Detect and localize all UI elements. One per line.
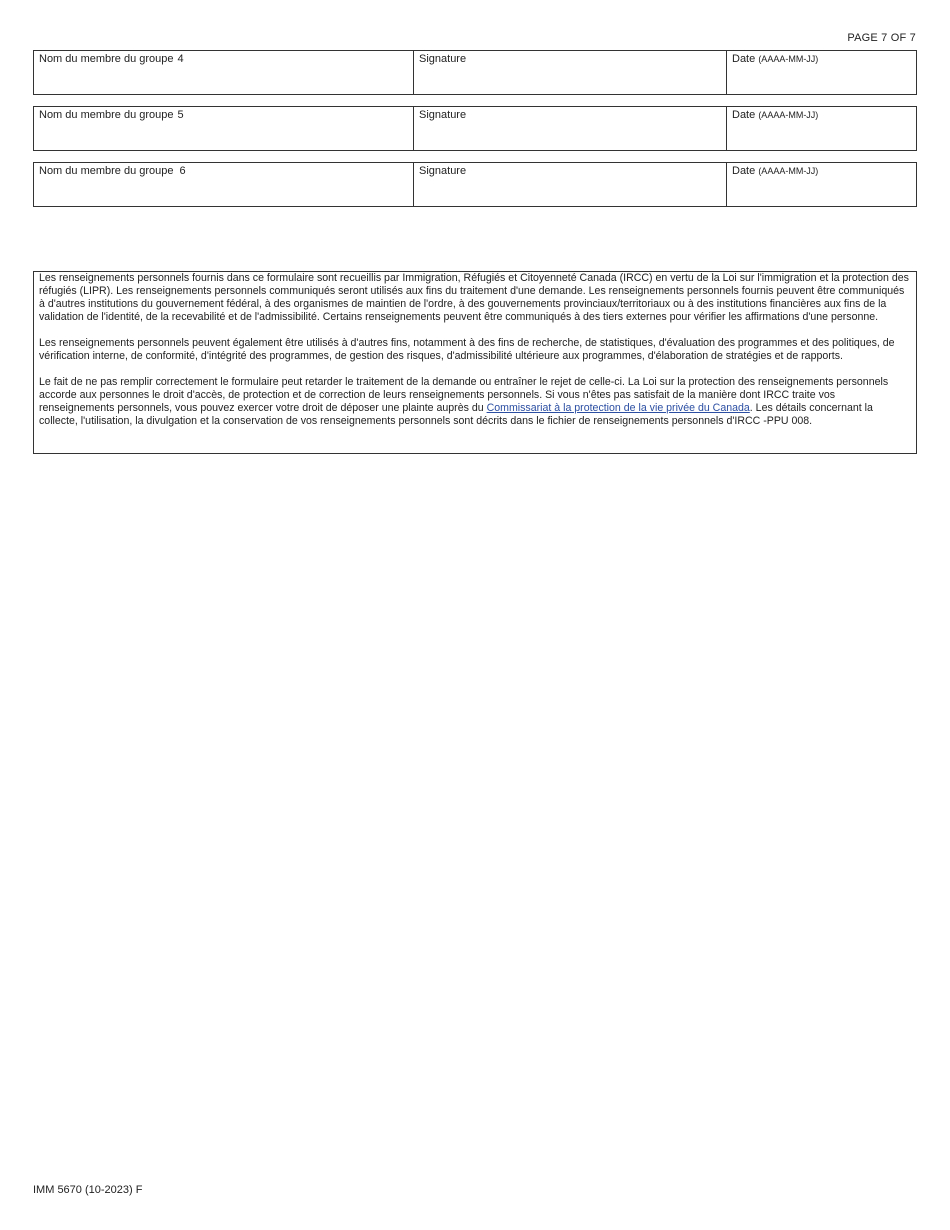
- member-number: 4: [177, 53, 184, 65]
- page-number: PAGE 7 OF 7: [847, 32, 916, 44]
- date-label: Date: [732, 109, 756, 121]
- member-name-field-5[interactable]: [34, 107, 414, 150]
- date-label: Date: [732, 165, 756, 177]
- group-member-row-6: [33, 162, 917, 207]
- privacy-notice: [33, 271, 917, 454]
- signature-field-6[interactable]: [414, 163, 727, 206]
- signature-label: Signature: [419, 53, 467, 65]
- date-field-5[interactable]: [727, 107, 916, 150]
- date-field-4[interactable]: [727, 51, 916, 94]
- date-format: (AAAA-MM-JJ): [758, 110, 819, 120]
- member-number: 6: [179, 165, 186, 177]
- member-name-label: Nom du membre du groupe: [39, 53, 174, 65]
- privacy-commissioner-link[interactable]: Commissariat à la protection de la vie privée du Canada: [486, 402, 750, 414]
- date-field-6[interactable]: [727, 163, 916, 206]
- date-format: (AAAA-MM-JJ): [758, 166, 819, 176]
- privacy-paragraph-3-text: Le fait de ne pas remplir correctement le formulaire peut retarder le traitement de la demande ou entraîner le rejet de celle-ci. La Loi sur la protection des renseignements personnels accorde aux personnes le droit d'accès, de protection et de correction de leurs renseignements personnels. Si vous n'êtes pas satisfait de la manière dont IRCC traite vos renseignements personnels, vous pouvez exercer votre droit de déposer une plainte auprès du: [39, 376, 889, 414]
- privacy-paragraph-1: Les renseignements personnels fournis dans ce formulaire sont recueillis par Immigration, Réfugiés et Citoyenneté Canada (IRCC) en vertu de la Loi sur l'immigration et la protection des réfugiés (LIPR). Les renseignements personnels communiqués seront utilisés aux fins du traitement d'une demande. Les renseignements personnels fournis peuvent être communiqués à d'autres institutions du gouvernement fédéral, à des organismes de maintien de l'ordre, à des gouvernements provinciaux/territoriaux ou à des institutions financières aux fins de la validation de l'identité, de la recevabilité et de l'admissibilité. Certains renseignements peuvent être communiqués à des tiers externes pour vérifier les affirmations d'une personne.: [39, 272, 909, 323]
- group-member-row-4: [33, 50, 917, 95]
- privacy-paragraph-2: Les renseignements personnels peuvent également être utilisés à d'autres fins, notamment à des fins de recherche, de statistiques, d'évaluation des programmes et des politiques, de vérification interne, de conformité, d'intégrité des programmes, de gestion des risques, d'admissibilité ultérieure aux programmes, d'élaboration de stratégies et de rapports.: [39, 337, 895, 362]
- member-number: 5: [177, 109, 184, 121]
- privacy-paragraph-3-end: . Les détails concernant la collecte, l'utilisation, la divulgation et la conservation de vos renseignements personnels sont décrits dans le fichier de renseignements personnels d'IRCC -PPU 008.: [39, 402, 873, 427]
- member-name-label: Nom du membre du groupe: [39, 109, 174, 121]
- date-label: Date: [732, 53, 756, 65]
- signature-field-5[interactable]: [414, 107, 727, 150]
- date-format: (AAAA-MM-JJ): [758, 54, 819, 64]
- privacy-paragraph-3: [39, 376, 911, 428]
- group-member-row-5: [33, 106, 917, 151]
- signature-field-4[interactable]: [414, 51, 727, 94]
- form-identifier: IMM 5670 (10-2023) F: [33, 1184, 143, 1196]
- member-name-field-4[interactable]: [34, 51, 414, 94]
- member-name-label: Nom du membre du groupe: [39, 165, 174, 177]
- member-name-field-6[interactable]: [34, 163, 414, 206]
- signature-label: Signature: [419, 165, 467, 177]
- signature-label: Signature: [419, 109, 467, 121]
